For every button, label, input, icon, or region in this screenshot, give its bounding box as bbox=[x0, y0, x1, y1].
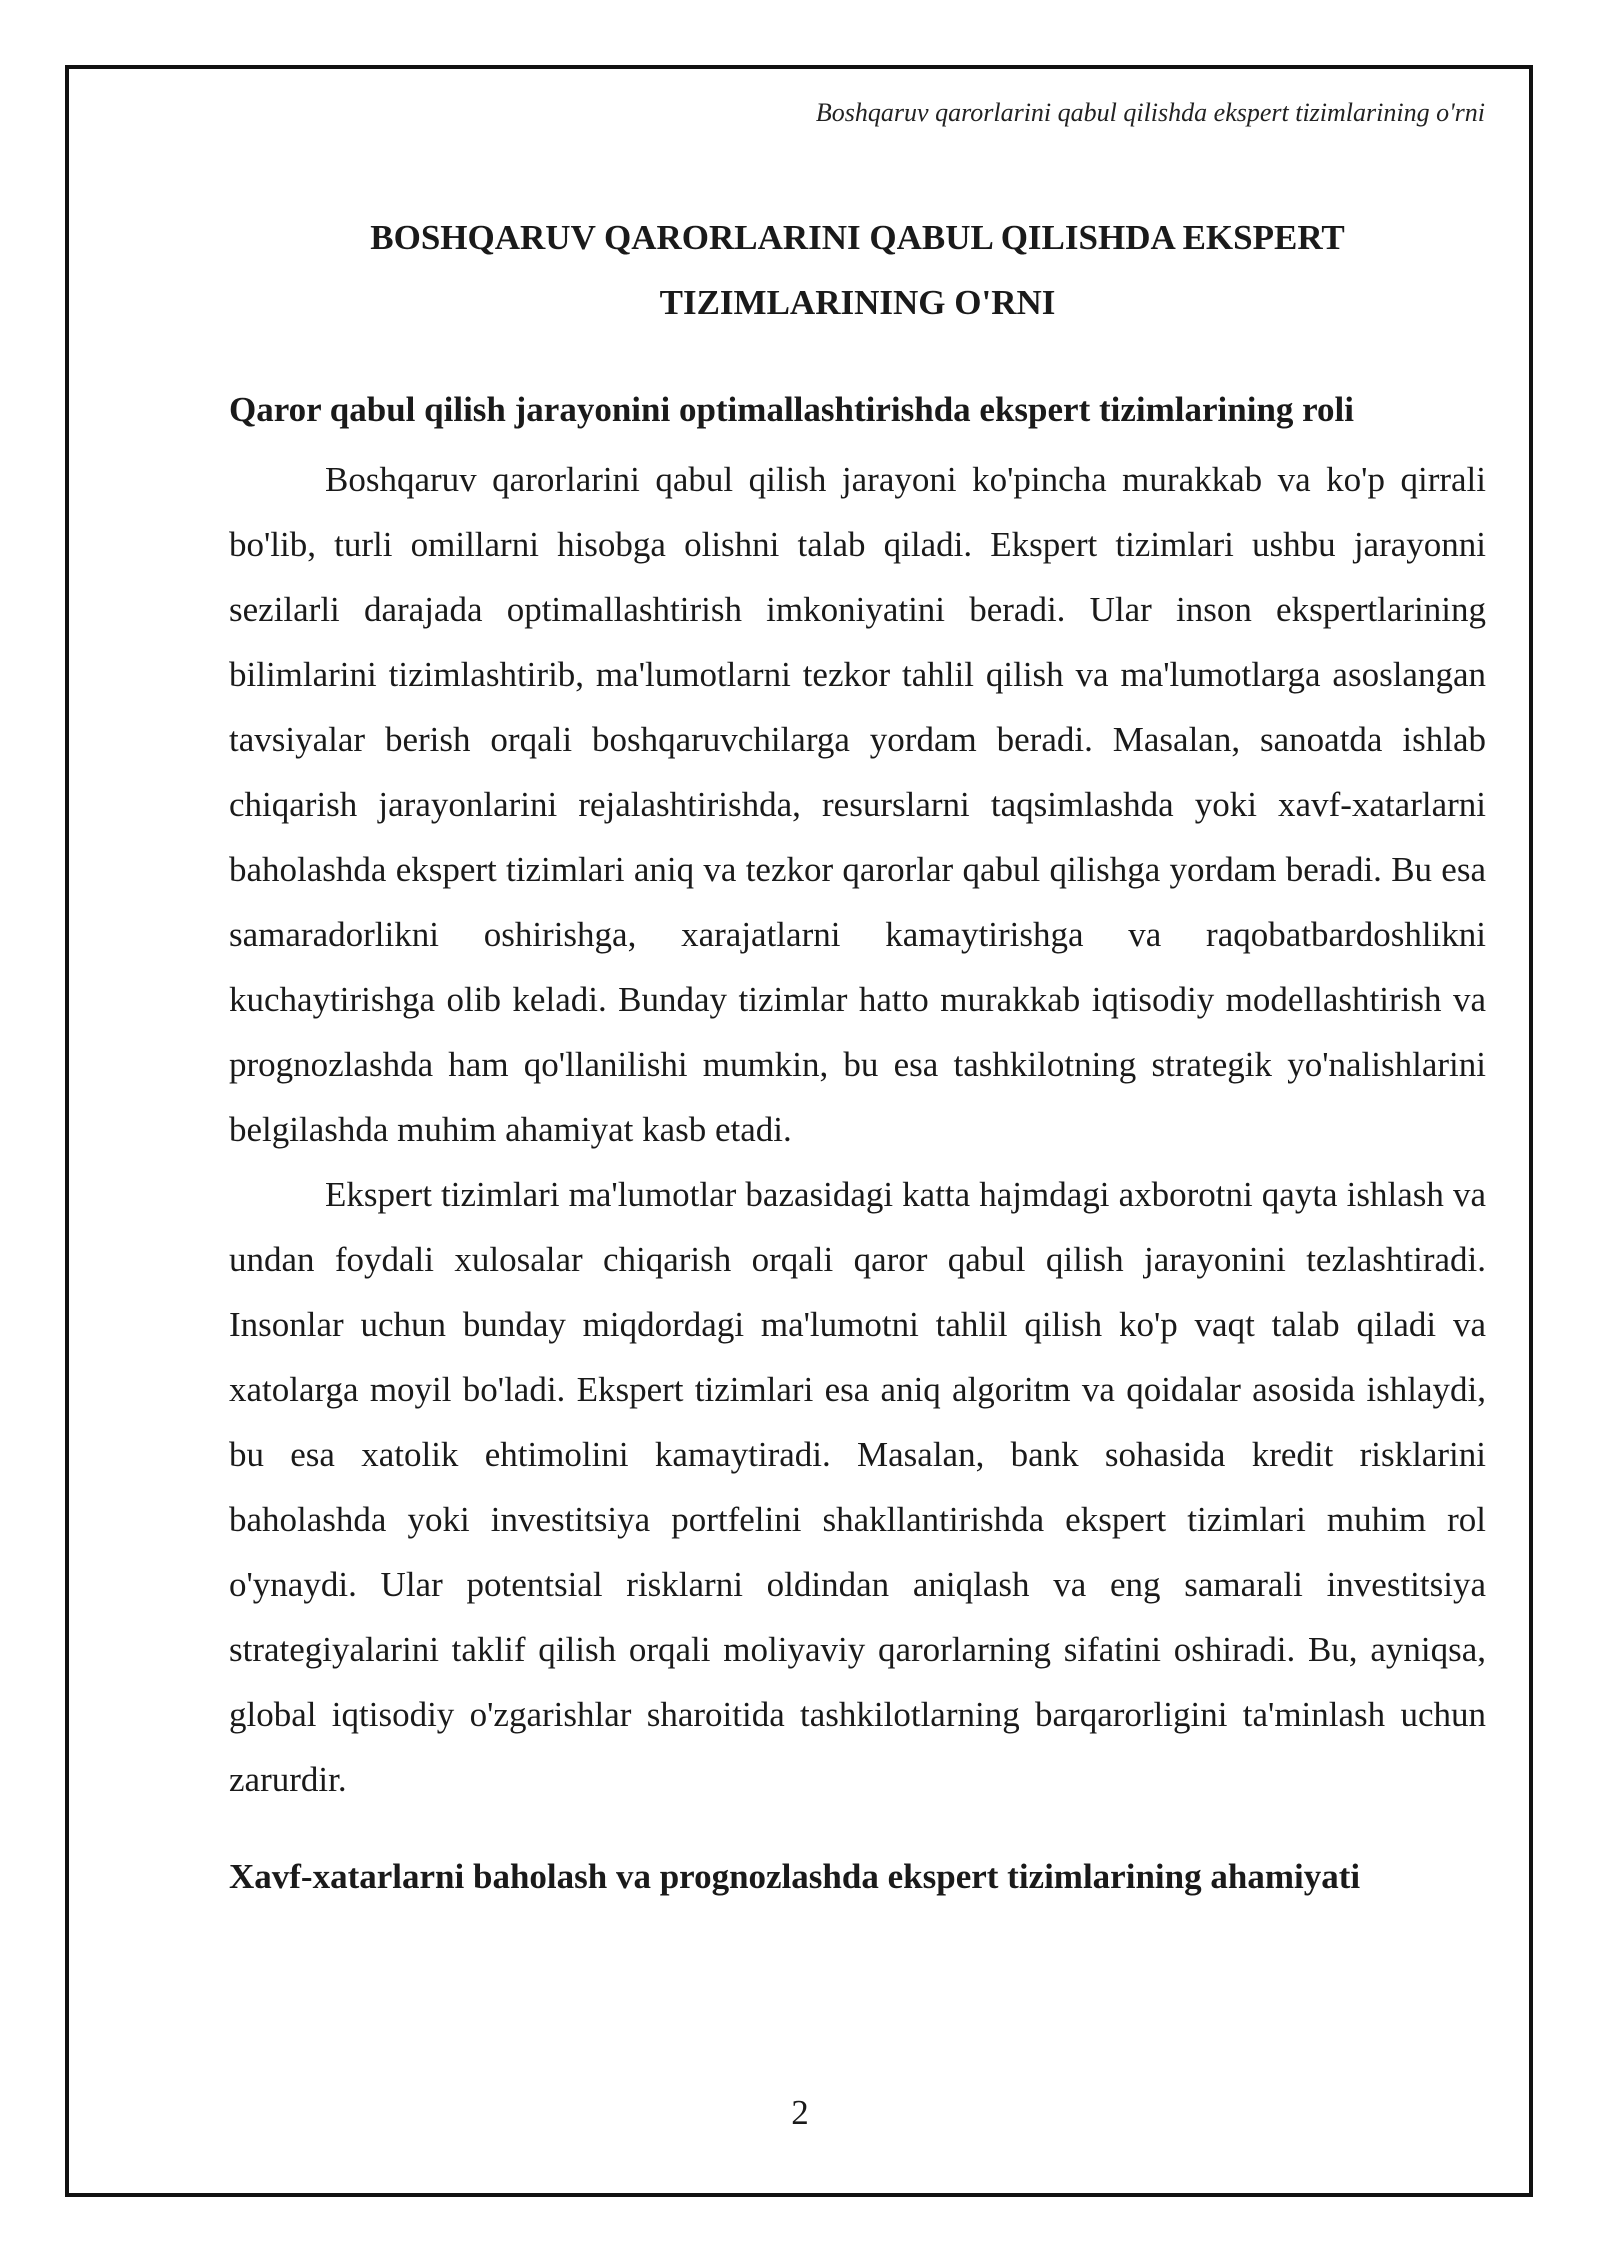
paragraph-2: Ekspert tizimlari ma'lumotlar bazasidagi katta hajmdagi axborotni qayta ishlash va undan foydali xulosalar chiqarish orqali qaror qabul qilish jarayonini tezlashtiradi. Insonlar uchun bunday miqdordagi ma'lumotni tahlil qilish ko'p vaqt talab qiladi va xatolarga moyil bo'ladi. Ekspert tizimlari esa aniq algoritm va qoidalar asosida ishlaydi, bu esa xatolik ehtimolini kamaytiradi. Masalan, bank sohasida kredit risklarini baholashda yoki investitsiya portfelini shakllantirishda ekspert tizimlari muhim rol o'ynaydi. Ular potentsial risklarni oldindan aniqlash va eng samarali investitsiya strategiyalarini taklif qilish orqali moliyaviy qarorlarning sifatini oshiradi. Bu, ayniqsa, global iqtisodiy o'zgarishlar sharoitida tashkilotlarning barqarorligini ta'minlash uchun zarurdir. bbox=[229, 1175, 1486, 1799]
section-heading-2: Xavf-xatarlarni baholash va prognozlashda ekspert tizimlarining ahamiyati bbox=[229, 1857, 1361, 1896]
page-number: 2 bbox=[791, 2093, 809, 2132]
document-title-line-2: TIZIMLARINING O'RNI bbox=[659, 283, 1056, 322]
section-heading-1: Qaror qabul qilish jarayonini optimallashtirishda ekspert tizimlarining roli bbox=[229, 390, 1355, 429]
document-title bbox=[229, 205, 1486, 335]
document-body bbox=[229, 205, 1486, 1914]
paragraph-1: Boshqaruv qarorlarini qabul qilish jarayoni ko'pincha murakkab va ko'p qirrali bo'lib, turli omillarni hisobga olishni talab qiladi. Ekspert tizimlari ushbu jarayonni sezilarli darajada optimallashtirish imkoniyatini beradi. Ular inson ekspertlarining bilimlarini tizimlashtirib, ma'lumotlarni tezkor tahlil qilish va ma'lumotlarga asoslangan tavsiyalar berish orqali boshqaruvchilarga yordam beradi. Masalan, sanoatda ishlab chiqarish jarayonlarini rejalashtirishda, resurslarni taqsimlashda yoki xavf-xatarlarni baholashda ekspert tizimlari aniq va tezkor qarorlar qabul qilishga yordam beradi. Bu esa samaradorlikni oshirishga, xarajatlarni kamaytirishga va raqobatbardoshlikni kuchaytirishga olib keladi. Bunday tizimlar hatto murakkab iqtisodiy modellashtirish va prognozlashda ham qo'llanilishi mumkin, bu esa tashkilotning strategik yo'nalishlarini belgilashda muhim ahamiyat kasb etadi. bbox=[229, 460, 1486, 1149]
document-title-line-1: BOSHQARUV QARORLARINI QABUL QILISHDA EKSPERT bbox=[370, 218, 1345, 257]
running-header: Boshqaruv qarorlarini qabul qilishda ekspert tizimlarining o'rni bbox=[815, 98, 1485, 127]
